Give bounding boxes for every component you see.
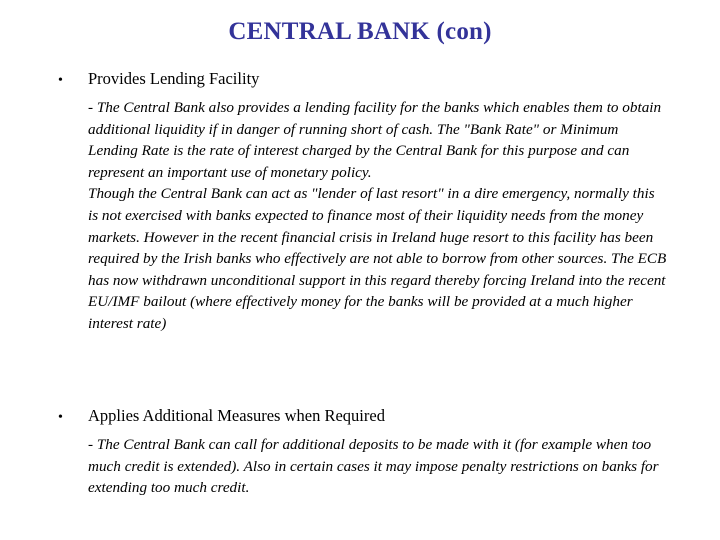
body-paragraph: - The Central Bank also provides a lending facility for the banks which enables them to obtain additional liquidity if in danger of running short of cash. The "Bank Rate" or Minimum Lending Rate is the rate of interest charged by the Central Bank for this purpose and can represent an important use of monetary policy.	[88, 99, 662, 181]
bullet-icon: •	[58, 73, 63, 88]
bullet-row	[58, 68, 668, 92]
bullet-body	[88, 97, 668, 335]
slide-title: CENTRAL BANK (con)	[228, 18, 492, 45]
bullet-icon: •	[58, 410, 63, 425]
bullet-additional-measures	[58, 405, 668, 499]
bullet-heading: Applies Additional Measures when Required	[88, 406, 385, 425]
body-paragraph: Though the Central Bank can act as "lender of last resort" in a dire emergency, normally this is not exercised with banks expected to finance most of their liquidity needs from the money markets. However in the recent financial crisis in Ireland huge resort to this facility has been required by the Irish banks who effectively are not able to borrow from other sources. The ECB has now withdrawn unconditional support in this regard thereby forcing Ireland into the recent EU/IMF bailout (where effectively money for the banks will be provided at a much higher interest rate)	[88, 185, 667, 332]
bullet-lending-facility	[58, 68, 668, 335]
bullet-heading: Provides Lending Facility	[88, 69, 260, 88]
body-paragraph: - The Central Bank can call for additional deposits to be made with it (for example when too much credit is extended). Also in certain cases it may impose penalty restrictions on banks for extending too much credit.	[88, 436, 659, 497]
bullet-body	[88, 434, 668, 499]
bullet-row	[58, 405, 668, 429]
